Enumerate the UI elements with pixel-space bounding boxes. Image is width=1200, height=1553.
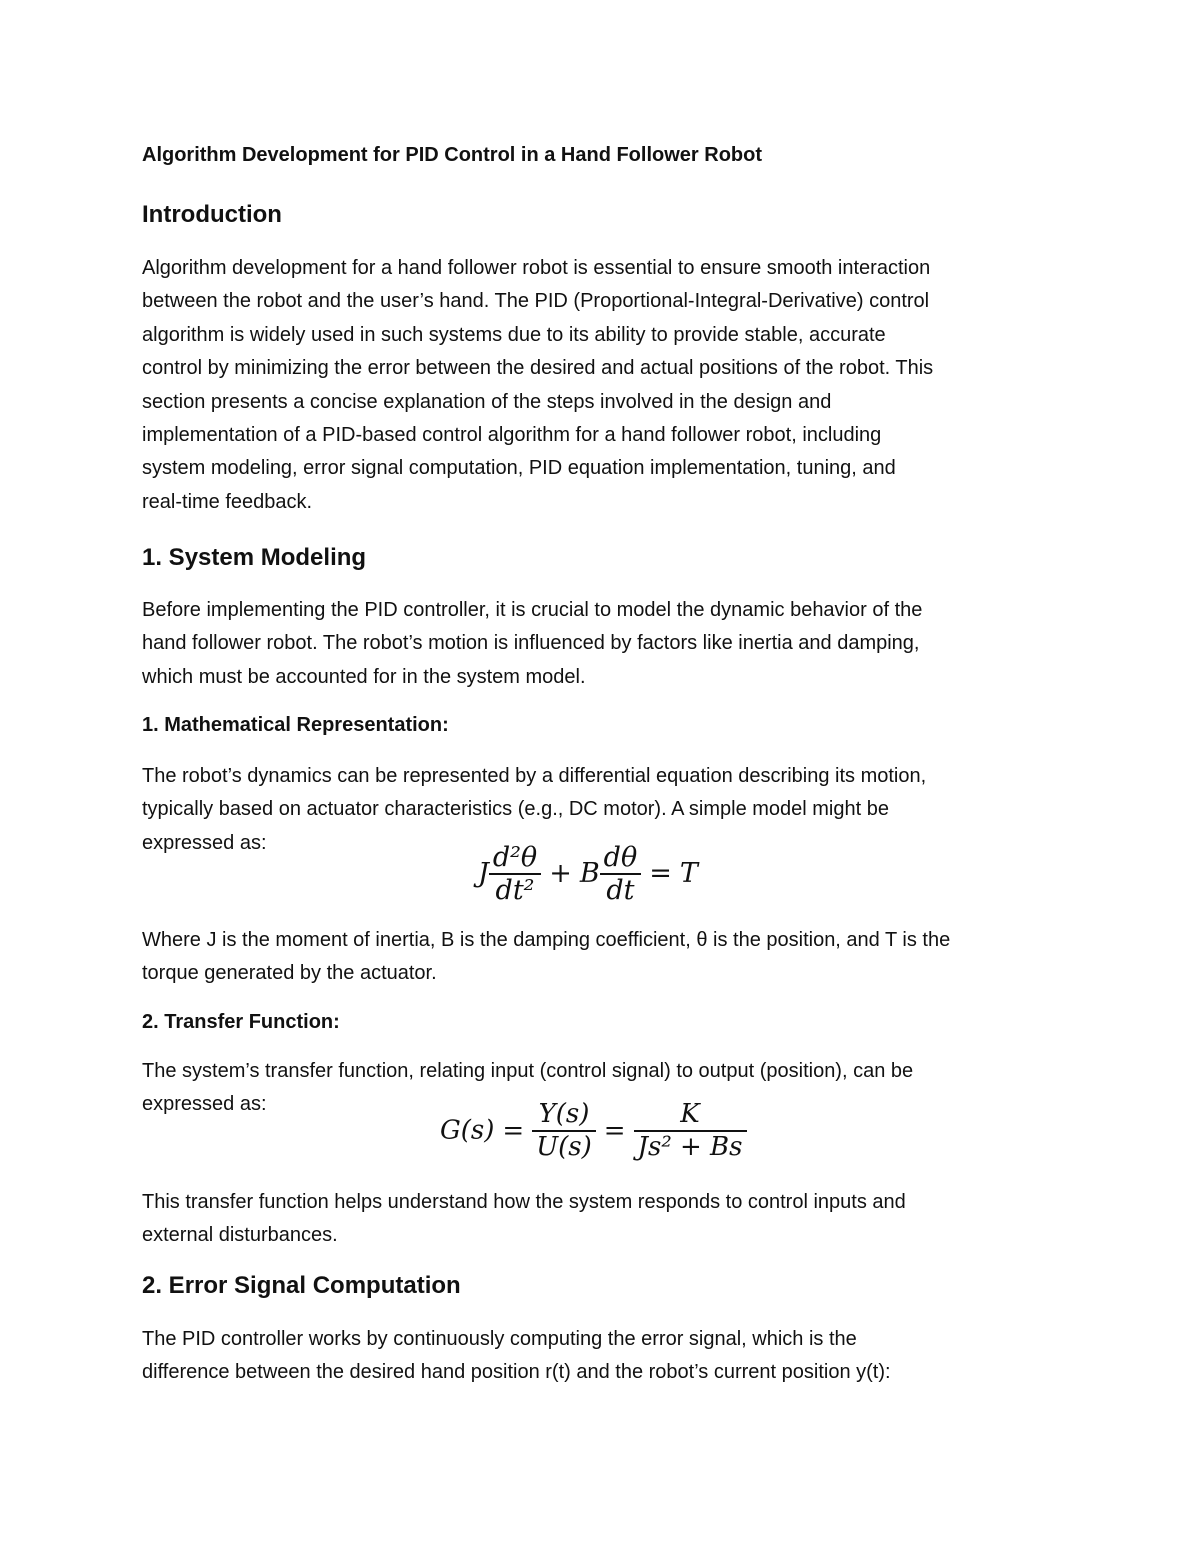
section-2-line: The PID controller works by continuously computing the error signal, which is the [142, 1328, 857, 1350]
explanation-line: external disturbances. [142, 1224, 338, 1247]
eq-equals: = [502, 1115, 525, 1146]
section-1-paragraph [142, 594, 1062, 694]
intro-line: Algorithm development for a hand follower robot is essential to ensure smooth interaction [142, 257, 931, 279]
motion-equation-explanation [142, 924, 1062, 991]
explanation-line: This transfer function helps understand how the system responds to control inputs and [142, 1191, 906, 1213]
intro-line: system modeling, error signal computation, PID equation implementation, tuning, and [142, 457, 896, 480]
eq-plus: + [549, 858, 572, 890]
intro-heading: Introduction [142, 201, 282, 228]
frac-numerator: d²θ [489, 842, 541, 875]
intro-line: section presents a concise explanation of the steps involved in the design and [142, 390, 832, 413]
explanation-line: Where J is the moment of inertia, B is the damping coefficient, θ is the position, and T is the [142, 929, 951, 951]
motion-equation [478, 842, 698, 907]
eq-J: J [478, 858, 489, 890]
second-derivative-fraction [489, 842, 541, 907]
eq-equals: = [603, 1115, 626, 1146]
eq-T: T [679, 858, 698, 890]
section-1-heading: 1. System Modeling [142, 544, 367, 571]
plant-fraction [634, 1100, 747, 1163]
intro-line: implementation of a PID-based control algorithm for a hand follower robot, including [142, 424, 882, 447]
frac-denominator: dt [606, 875, 635, 907]
output-input-fraction [532, 1100, 596, 1163]
frac-denominator: U(s) [536, 1131, 592, 1162]
transfer-function-explanation [142, 1186, 1062, 1253]
subsection-transfer-function-heading: 2. Transfer Function: [142, 1011, 340, 1033]
math-rep-line: expressed as: [142, 831, 267, 854]
document-title: Algorithm Development for PID Control in a Hand Follower Robot [142, 144, 762, 166]
section-2-heading: 2. Error Signal Computation [142, 1272, 461, 1299]
intro-line: algorithm is widely used in such systems due to its ability to provide stable, accurate [142, 323, 886, 346]
eq-equals: = [649, 858, 672, 890]
frac-numerator: dθ [600, 842, 642, 875]
explanation-line: torque generated by the actuator. [142, 962, 437, 985]
section-2-paragraph [142, 1323, 1062, 1390]
eq-B: B [579, 858, 600, 890]
section-2-line: difference between the desired hand position r(t) and the robot’s current position y(t): [142, 1361, 891, 1384]
eq-G-of-s: G(s) [440, 1115, 495, 1146]
transfer-function-equation [440, 1100, 747, 1163]
subsection-mathematical-representation-heading: 1. Mathematical Representation: [142, 714, 449, 736]
intro-line: control by minimizing the error between the desired and actual positions of the robot. This [142, 357, 934, 380]
intro-line: between the robot and the user’s hand. The PID (Proportional-Integral-Derivative) control [142, 290, 930, 313]
intro-paragraph [142, 252, 1062, 519]
frac-denominator: Js² + Bs [637, 1131, 743, 1162]
section-1-line: hand follower robot. The robot’s motion is influenced by factors like inertia and damping, [142, 632, 920, 655]
frac-numerator: K [634, 1100, 747, 1132]
math-rep-line: The robot’s dynamics can be represented by a differential equation describing its motion, [142, 765, 927, 787]
section-1-line: Before implementing the PID controller, it is crucial to model the dynamic behavior of the [142, 599, 923, 621]
frac-denominator: dt² [495, 875, 535, 907]
section-1-line: which must be accounted for in the system model. [142, 665, 586, 688]
frac-numerator: Y(s) [532, 1100, 596, 1132]
first-derivative-fraction [600, 842, 642, 907]
transfer-line: The system’s transfer function, relating input (control signal) to output (position), can be [142, 1060, 914, 1082]
transfer-line: expressed as: [142, 1093, 267, 1116]
math-rep-line: typically based on actuator characteristics (e.g., DC motor). A simple model might be [142, 798, 889, 821]
intro-line: real-time feedback. [142, 490, 313, 513]
